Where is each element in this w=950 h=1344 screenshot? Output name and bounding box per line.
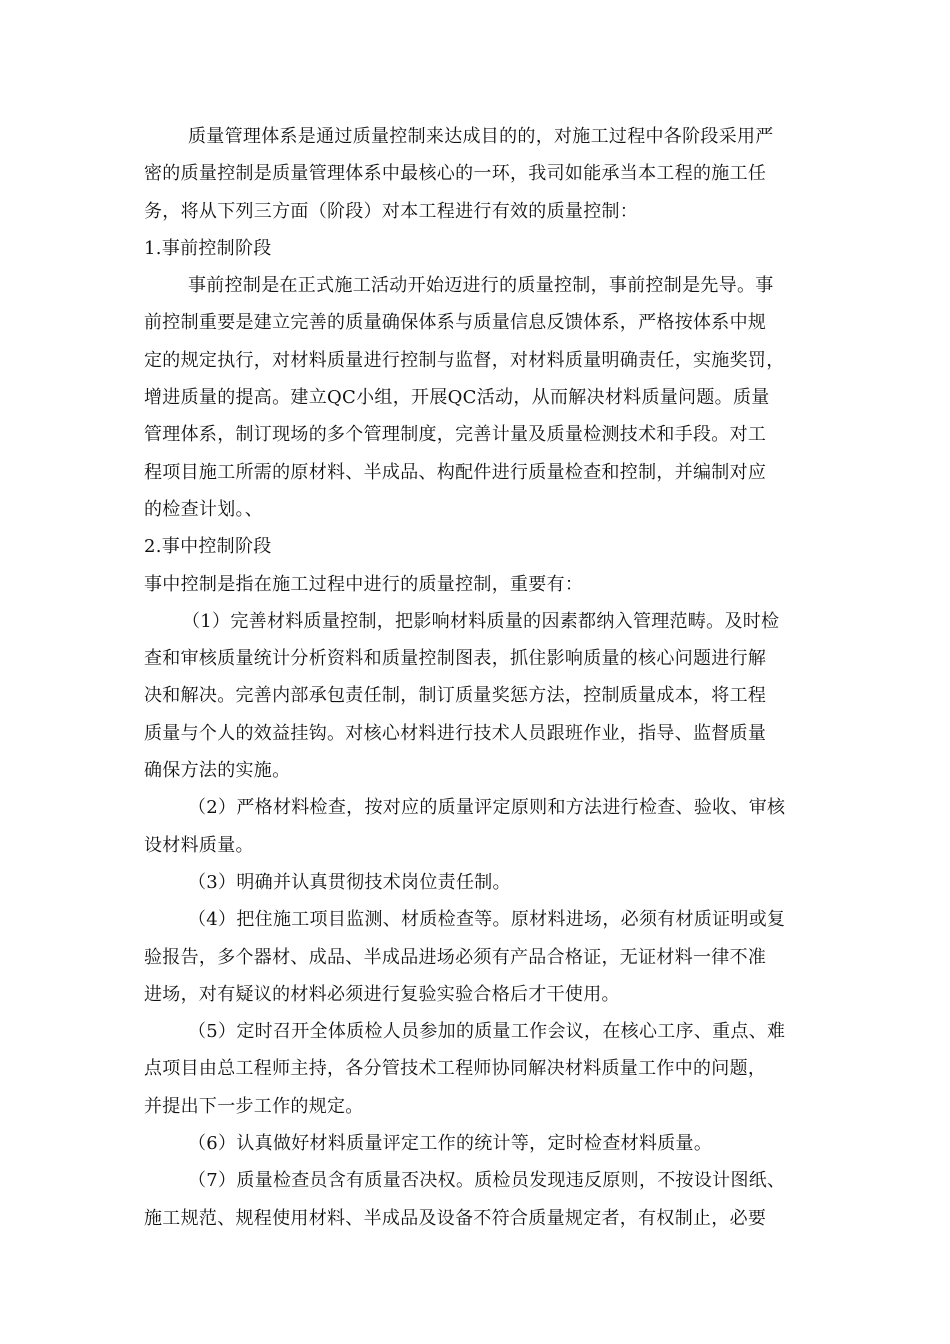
paragraph-line: 确保方法的实施。 xyxy=(144,760,291,782)
document-body xyxy=(144,118,808,1237)
paragraph-line: 务，将从下列三方面（阶段）对本工程进行有效的质量控制： xyxy=(144,200,639,222)
list-item-line: （1）完善材料质量控制，把影响材料质量的因素都纳入管理范畴。及时检 xyxy=(182,610,780,632)
paragraph-line: 决和解决。完善内部承包责任制，制订质量奖惩方法，控制质量成本，将工程 xyxy=(144,685,767,707)
paragraph-line: 点项目由总工程师主持，各分管技术工程师协同解决材料质量工作中的问题， xyxy=(144,1058,767,1080)
paragraph-line: 质量与个人的效益挂钩。对核心材料进行技术人员跟班作业，指导、监督质量 xyxy=(144,722,767,744)
paragraph-line: 施工规范、规程使用材料、半成品及设备不符合质量规定者，有权制止，必要 xyxy=(144,1207,767,1229)
paragraph-line: 查和审核质量统计分析资料和质量控制图表，抓住影响质量的核心问题进行解 xyxy=(144,648,767,670)
section-heading: 2.事中控制阶段 xyxy=(144,536,272,558)
paragraph-line: 前控制重要是建立完善的质量确保体系与质量信息反馈体系，严格按体系中规 xyxy=(144,312,767,334)
paragraph-line: 管理体系，制订现场的多个管理制度，完善计量及质量检测技术和手段。对工 xyxy=(144,424,767,446)
paragraph-line: 事前控制是在正式施工活动开始迈进行的质量控制，事前控制是先导。事 xyxy=(188,275,774,297)
list-item-line: （5）定时召开全体质检人员参加的质量工作会议，在核心工序、重点、难 xyxy=(188,1021,786,1043)
paragraph-line: 设材料质量。 xyxy=(144,834,254,856)
paragraph-line: 的检查计划。、 xyxy=(144,498,264,520)
paragraph-line: 质量管理体系是通过质量控制来达成目的的，对施工过程中各阶段采用严 xyxy=(188,126,774,147)
list-item-line: （6）认真做好材料质量评定工作的统计等，定时检查材料质量。 xyxy=(188,1133,713,1155)
paragraph-line: 密的质量控制是质量管理体系中最核心的一环，我司如能承当本工程的施工任 xyxy=(144,163,767,185)
paragraph-line: 程项目施工所需的原材料、半成品、构配件进行质量检查和控制，并编制对应 xyxy=(144,461,767,483)
paragraph-line: 定的规定执行，对材料质量进行控制与监督，对材料质量明确责任，实施奖罚， xyxy=(144,349,785,371)
section-heading: 1.事前控制阶段 xyxy=(144,237,272,259)
paragraph-line: 验报告，多个器材、成品、半成品进场必须有产品合格证，无证材料一律不准 xyxy=(144,946,767,968)
list-item-line: （3）明确并认真贯彻技术岗位责任制。 xyxy=(188,871,511,893)
list-item-line: （7）质量检查员含有质量否决权。质检员发现违反原则，不按设计图纸、 xyxy=(188,1170,786,1192)
list-item-line: （4）把住施工项目监测、材质检查等。原材料进场，必须有材质证明或复 xyxy=(188,909,786,931)
paragraph-line: 事中控制是指在施工过程中进行的质量控制，重要有： xyxy=(144,573,584,595)
list-item-line: （2）严格材料检查，按对应的质量评定原则和方法进行检查、验收、审核 xyxy=(188,797,786,819)
paragraph-line: 进场，对有疑议的材料必须进行复验实验合格后才干使用。 xyxy=(144,983,620,1005)
paragraph-line: 并提出下一步工作的规定。 xyxy=(144,1095,364,1117)
paragraph-line: 增进质量的提高。建立QC小组，开展QC活动，从而解决材料质量问题。质量 xyxy=(144,387,770,409)
